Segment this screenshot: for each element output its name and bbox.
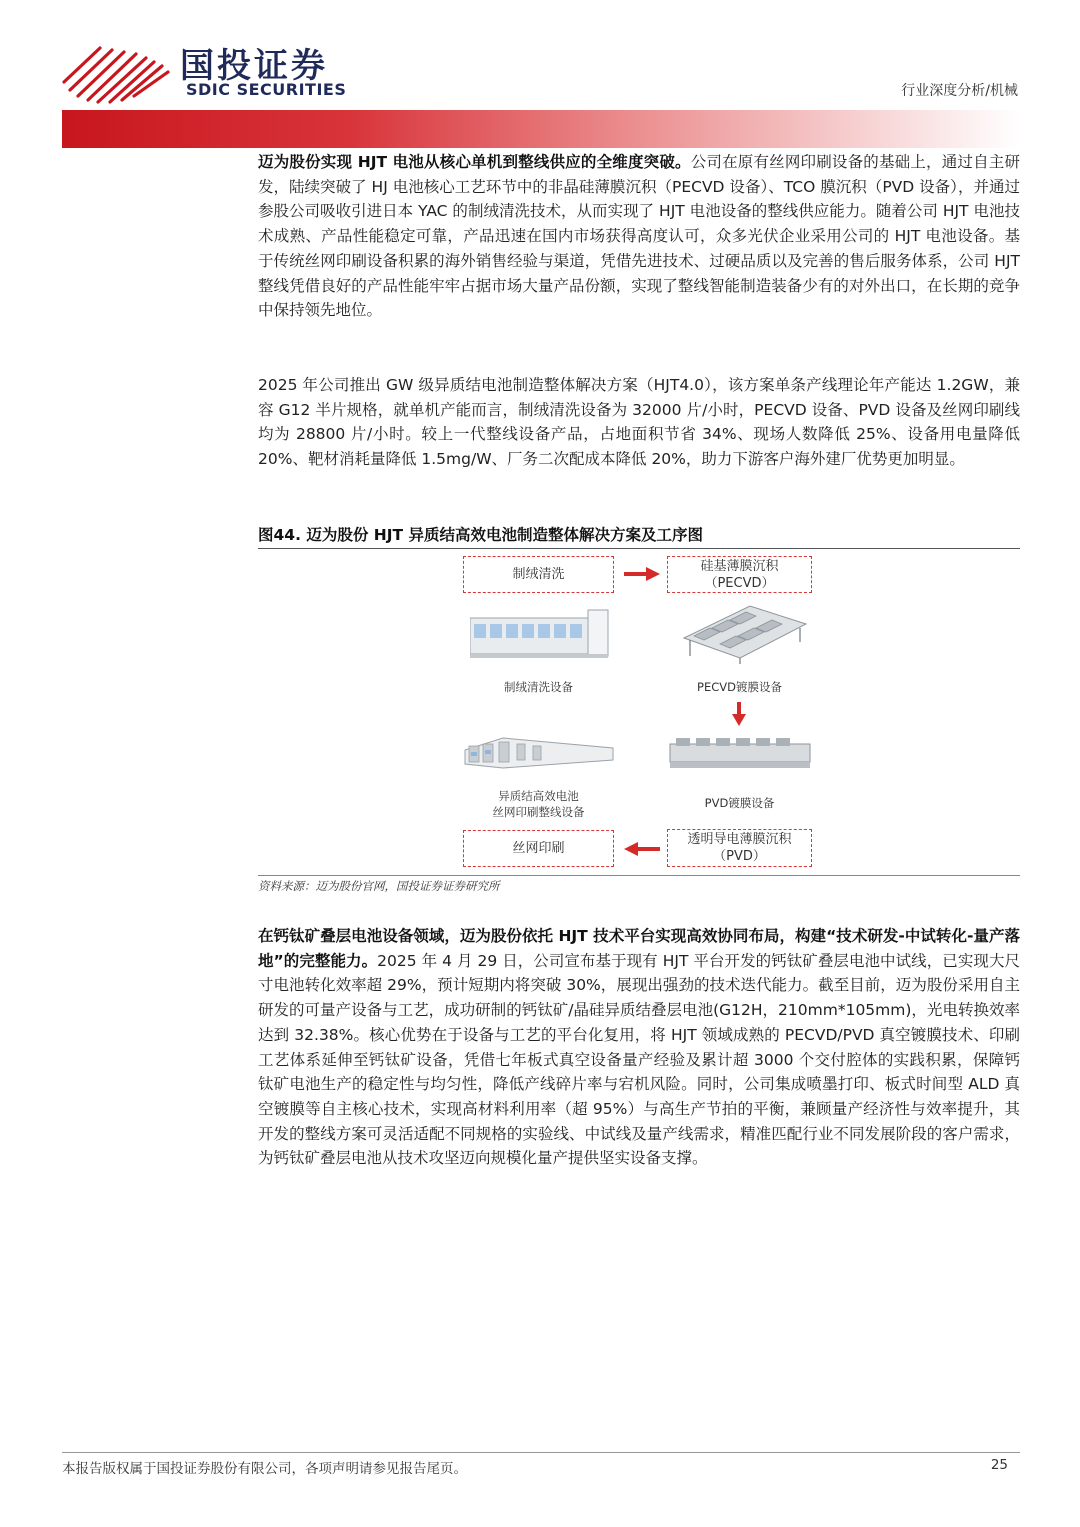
- paragraph-perovskite: [258, 924, 1020, 1171]
- step-pecvd-sub: （PECVD）: [704, 575, 775, 591]
- arrow-down-icon: [730, 701, 748, 727]
- caption-texturing-equipment: 制绒清洗设备: [504, 680, 573, 694]
- paragraph-body: 公司在原有丝网印刷设备的基础上，通过自主研发，陆续突破了 HJ 电池核心工艺环节中的非晶硅薄膜沉积（PECVD 设备）、TCO 膜沉积（PVD 设备），并通过参股公司吸收引进日本 YAC 的制绒清洗技术，从而实现了 HJT 电池设备的整线供应能力。随着公司 HJT 电池技术成熟、产品性能稳定可靠，产品迅速在国内市场获得高度认可，众多光伏企业采用公司的 HJT 电池设备。基于传统丝网印刷设备积累的海外销售经验与渠道，凭借先进技术、过硬品质以及完善的售后服务体系，公司 HJT 整线凭借良好的产品性能牢牢占据市场大量产品份额，实现了整线智能制造装备少有的对外出口，在长期的竞争中保持领先地位。: [258, 153, 1020, 320]
- caption-printing-line1: 异质结高效电池: [498, 789, 579, 803]
- step-texturing: [463, 556, 614, 593]
- pvd-equipment-image: [668, 728, 813, 774]
- figure-bottom-rule: [258, 875, 1020, 876]
- step-pecvd-label: 硅基薄膜沉积: [700, 558, 779, 574]
- report-category: 行业深度分析/机械: [901, 83, 1018, 99]
- step-tco-sub: （PVD）: [713, 849, 766, 864]
- footer-rule: [62, 1452, 1020, 1453]
- step-tco-label: 透明导电薄膜沉积: [687, 832, 792, 847]
- brand-name-en: SDIC SECURITIES: [186, 80, 347, 99]
- printing-equipment-image: [463, 726, 615, 778]
- paragraph-lead: 在钙钛矿叠层电池设备领域，迈为股份依托 HJT 技术平台实现高效协同布局，构建“技术研发-中试转化-量产落地”的完整能力。: [258, 927, 1020, 970]
- step-printing: [463, 830, 614, 867]
- caption-pvd-equipment: PVD镀膜设备: [704, 796, 775, 810]
- arrow-right-icon: [622, 565, 662, 583]
- page-number: 25: [990, 1457, 1008, 1473]
- header-bar: [62, 110, 1020, 148]
- caption-printing-equipment: [463, 788, 614, 820]
- step-tco: [667, 829, 812, 867]
- arrow-left-icon: [622, 840, 662, 858]
- paragraph-hjt-full-line: [258, 150, 1020, 323]
- pecvd-equipment-image: [680, 598, 810, 666]
- texturing-equipment-image: [470, 604, 610, 664]
- footer-disclaimer: 本报告版权属于国投证券股份有限公司，各项声明请参见报告尾页。: [62, 1461, 467, 1477]
- logo-stripes-icon: [60, 38, 178, 110]
- caption-pecvd-equipment: PECVD镀膜设备: [697, 680, 782, 694]
- figure-source: 资料来源：迈为股份官网，国投证券证券研究所: [258, 879, 500, 893]
- brand-name-cn: 国投证券: [180, 46, 328, 86]
- step-printing-label: 丝网印刷: [512, 841, 565, 856]
- paragraph-lead: 迈为股份实现 HJT 电池从核心单机到整线供应的全维度突破。: [258, 153, 691, 171]
- figure-title: 图44. 迈为股份 HJT 异质结高效电池制造整体解决方案及工序图: [258, 523, 1020, 549]
- caption-printing-line2: 丝网印刷整线设备: [492, 805, 585, 819]
- paragraph-hjt4-solution: 2025 年公司推出 GW 级异质结电池制造整体解决方案（HJT4.0），该方案单条产线理论年产能达 1.2GW，兼容 G12 半片规格，就单机产能而言，制绒清洗设备为 32000 片/小时，PECVD 设备、PVD 设备及丝网印刷线均为 28800 片/小时。较上一代整线设备产品，占地面积节省 34%、现场人数降低 25%、设备用电量降低 20%、靶材消耗量降低 1.5mg/W、厂务二次配成本降低 20%，助力下游客户海外建厂优势更加明显。: [258, 376, 1020, 469]
- step-pecvd: [667, 556, 812, 593]
- step-texturing-label: 制绒清洗: [512, 567, 565, 582]
- paragraph-body: 2025 年 4 月 29 日，公司宣布基于现有 HJT 平台开发的钙钛矿叠层电池中试线，已实现大尺寸电池转化效率超 29%，预计短期内将突破 30%，展现出强劲的技术迭代能力。截至目前，迈为股份采用自主研发的可量产设备与工艺，成功研制的钙钛矿/晶硅异质结叠层电池(G12H，210mm*105mm)，光电转换效率达到 32.38%。核心优势在于设备与工艺的平台化复用，将 HJT 领域成熟的 PECVD/PVD 真空镀膜技术、印刷工艺体系延伸至钙钛矿设备，凭借七年板式真空设备量产经验及累计超 3000 个交付腔体的实践积累，保障钙钛矿电池生产的稳定性与均匀性，降低产线碎片率与宕机风险。同时，公司集成喷墨打印、板式时间型 ALD 真空镀膜等自主核心技术，实现高材料利用率（超 95%）与高生产节拍的平衡，兼顾量产经济性与效率提升，其开发的整线方案可灵活适配不同规格的实验线、中试线及量产线需求，精准匹配行业不同发展阶段的客户需求，为钙钛矿叠层电池从技术攻坚迈向规模化量产提供坚实设备支撑。: [258, 951, 1020, 1168]
